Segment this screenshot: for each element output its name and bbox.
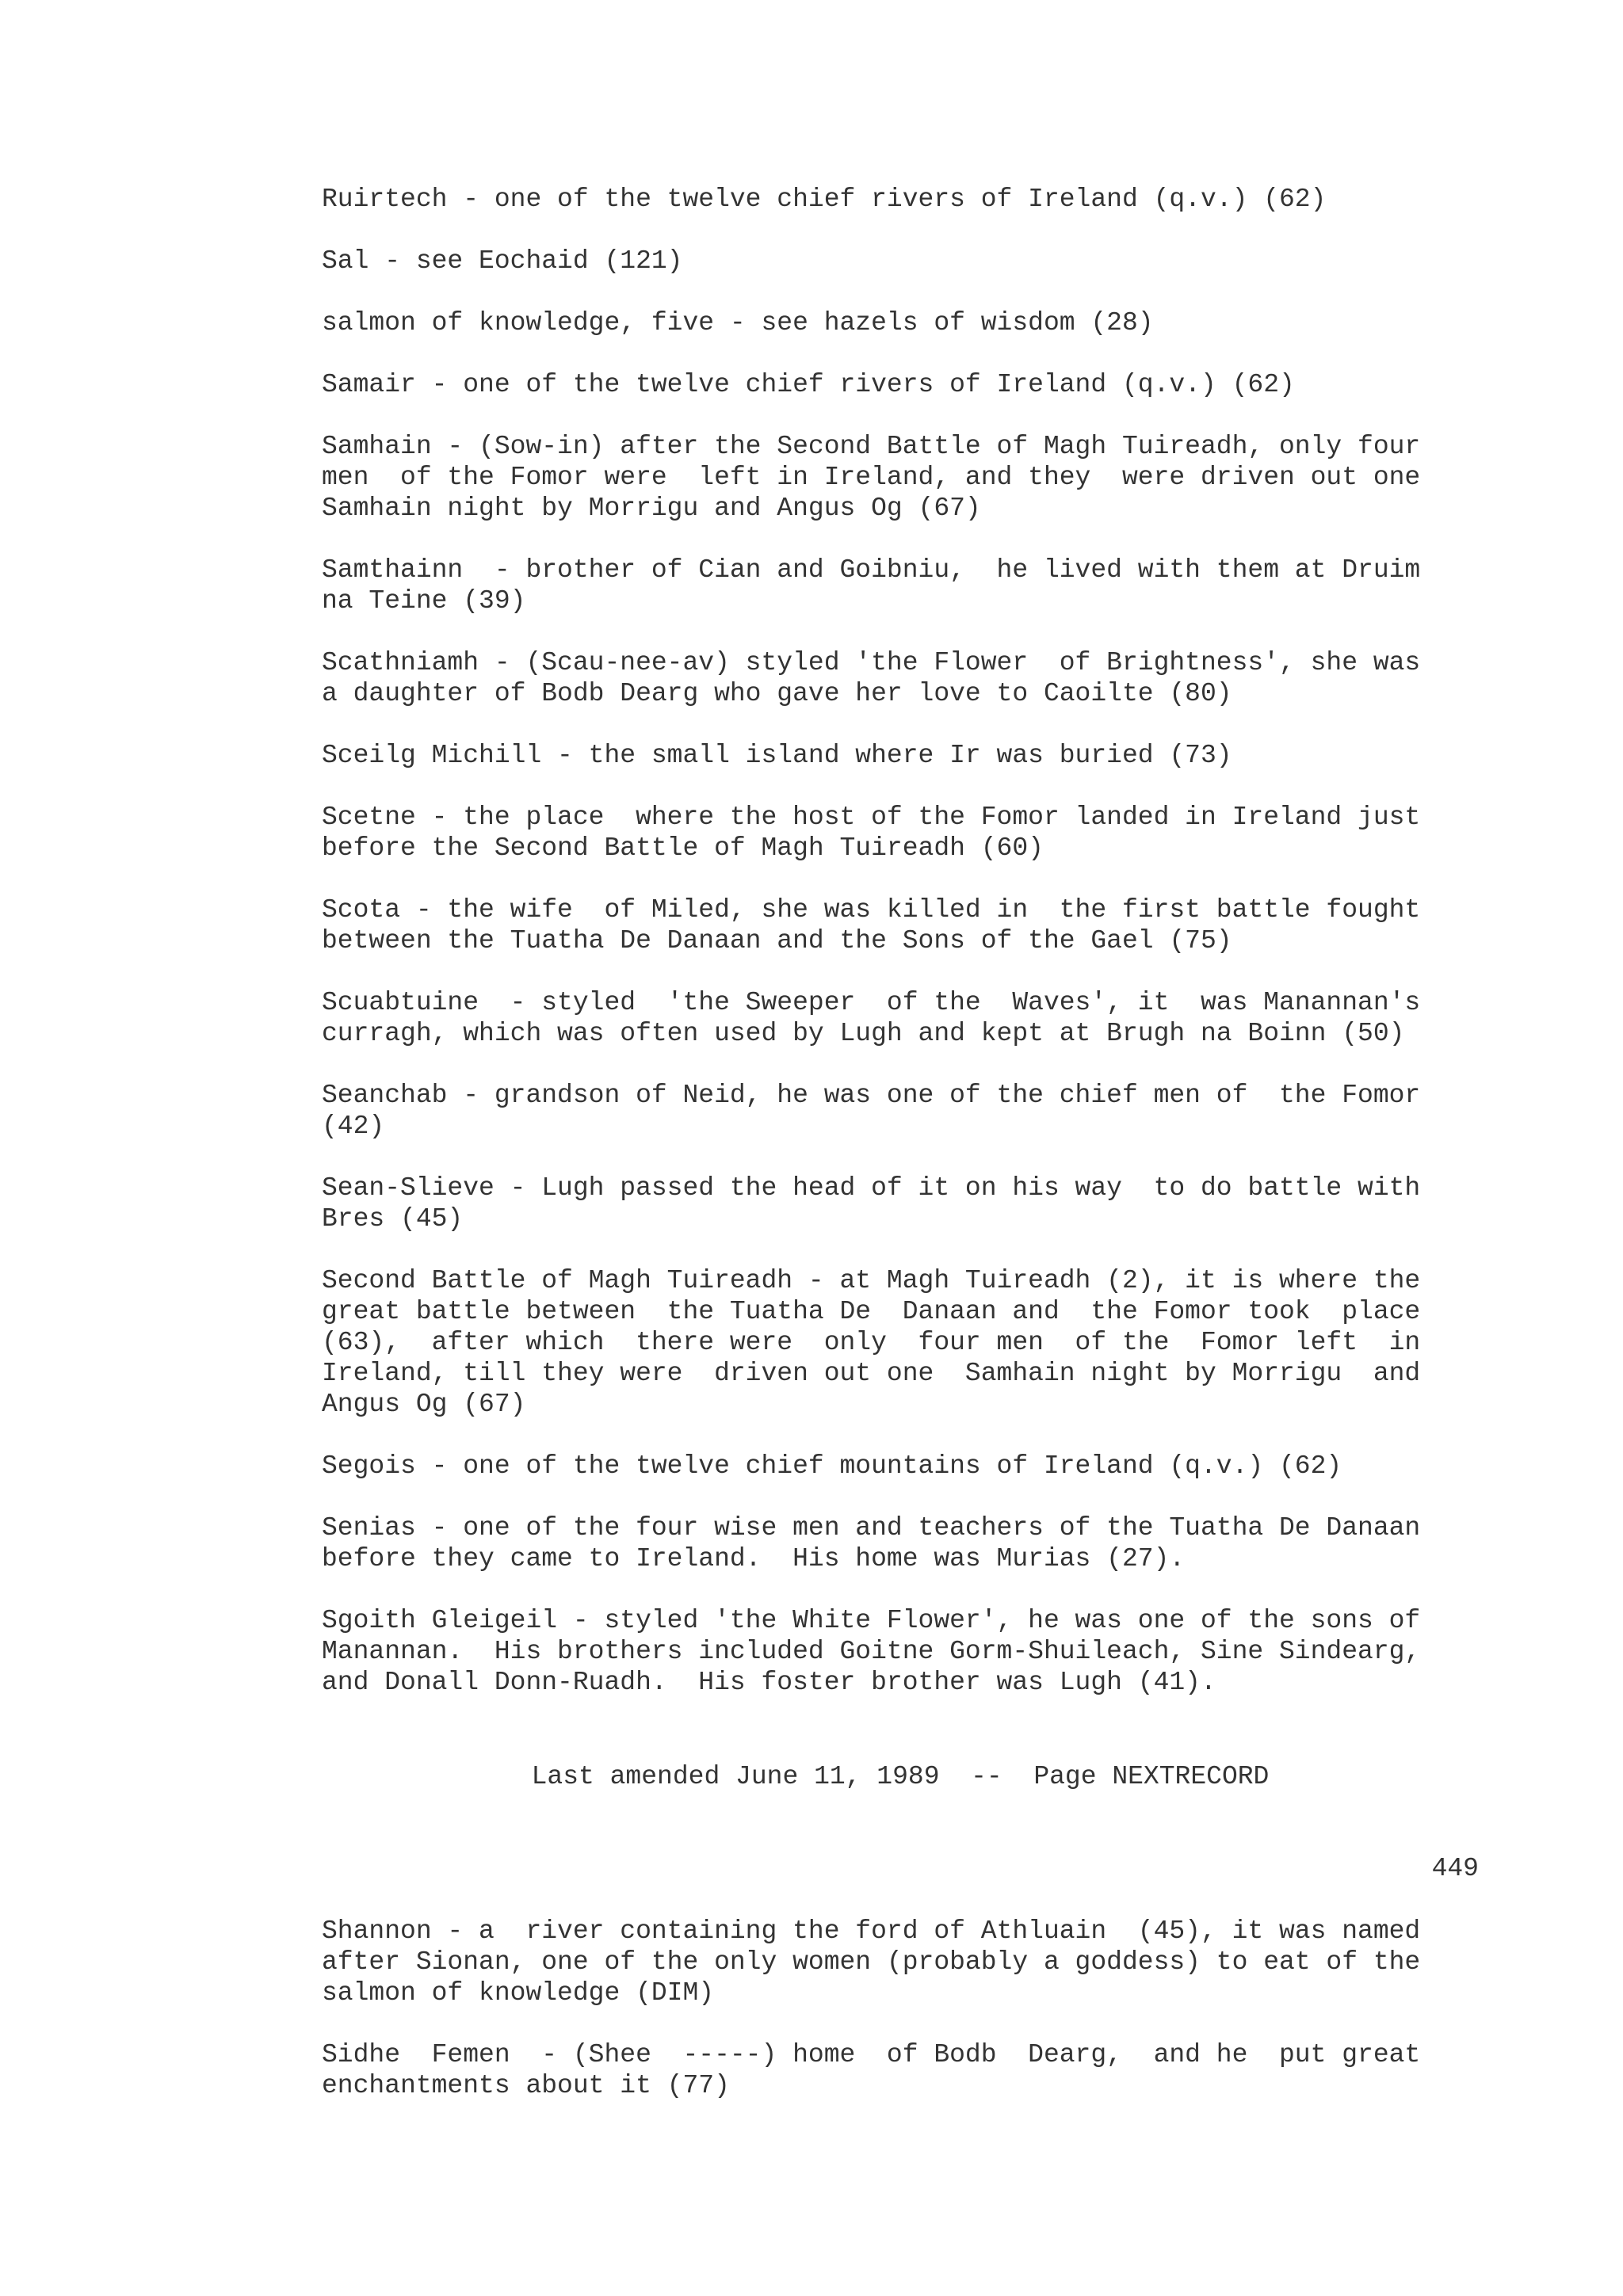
entry-line: Segois - one of the twelve chief mountains of Ireland (q.v.) (62)	[322, 1451, 1342, 1481]
entry-line: Samhain night by Morrigu and Angus Og (67)	[322, 494, 981, 523]
entry-line: after Sionan, one of the only women (probably a goddess) to eat of the	[322, 1947, 1421, 1977]
entry-line: Manannan. His brothers included Goitne Gorm-Shuileach, Sine Sindearg,	[322, 1637, 1421, 1666]
entry-line: before the Second Battle of Magh Tuireadh (60)	[322, 833, 1044, 863]
entry-line: Sceilg Michill - the small island where Ir was buried (73)	[322, 741, 1232, 770]
glossary-entry	[322, 246, 1479, 277]
page-number: 449	[1431, 1854, 1479, 1883]
entry-line: curragh, which was often used by Lugh and kept at Brugh na Boinn (50)	[322, 1019, 1405, 1048]
entry-line: men of the Fomor were left in Ireland, and they were driven out one	[322, 463, 1421, 492]
entry-line: (63), after which there were only four men of the Fomor left in	[322, 1328, 1421, 1357]
glossary-entry	[322, 431, 1479, 524]
glossary-entry	[322, 740, 1479, 771]
entry-line: na Teine (39)	[322, 586, 526, 616]
glossary-entry	[322, 802, 1479, 864]
entry-line: Sgoith Gleigeil - styled 'the White Flower', he was one of the sons of	[322, 1606, 1421, 1635]
glossary-entry	[322, 647, 1479, 709]
entry-line: a daughter of Bodb Dearg who gave her love to Caoilte (80)	[322, 679, 1232, 708]
entry-line: Scota - the wife of Miled, she was killed in the first battle fought	[322, 895, 1421, 925]
glossary-entries-bottom	[322, 1916, 1479, 2101]
entry-line: Seanchab - grandson of Neid, he was one of the chief men of the Fomor	[322, 1081, 1421, 1110]
entry-line: Samthainn - brother of Cian and Goibniu, he lived with them at Druim	[322, 555, 1421, 585]
entry-line: Sean-Slieve - Lugh passed the head of it on his way to do battle with	[322, 1173, 1421, 1203]
glossary-entry	[322, 987, 1479, 1049]
glossary-entry	[322, 1080, 1479, 1142]
entry-line: Samair - one of the twelve chief rivers of Ireland (q.v.) (62)	[322, 370, 1295, 399]
entry-line: Second Battle of Magh Tuireadh - at Magh Tuireadh (2), it is where the	[322, 1266, 1421, 1295]
glossary-entry	[322, 1916, 1479, 2008]
entry-line: salmon of knowledge, five - see hazels of wisdom (28)	[322, 308, 1154, 338]
page-footer: Last amended June 11, 1989 -- Page NEXTRECORD	[531, 1762, 1270, 1791]
entry-line: great battle between the Tuatha De Danaan and the Fomor took place	[322, 1297, 1421, 1326]
glossary-entry	[322, 1173, 1479, 1234]
glossary-entry	[322, 307, 1479, 338]
glossary-entry	[322, 1605, 1479, 1698]
entry-line: Samhain - (Sow-in) after the Second Battle of Magh Tuireadh, only four	[322, 432, 1421, 461]
glossary-entry	[322, 1265, 1479, 1420]
page-content	[322, 184, 1479, 2132]
entry-line: (42)	[322, 1112, 385, 1141]
glossary-entry	[322, 184, 1479, 215]
entry-line: Senias - one of the four wise men and teachers of the Tuatha De Danaan	[322, 1513, 1421, 1543]
entry-line: Ireland, till they were driven out one Samhain night by Morrigu and	[322, 1359, 1421, 1388]
entry-line: Ruirtech - one of the twelve chief rivers of Ireland (q.v.) (62)	[322, 185, 1327, 214]
entry-line: Angus Og (67)	[322, 1390, 526, 1419]
entry-line: Sal - see Eochaid (121)	[322, 246, 683, 276]
glossary-entry	[322, 894, 1479, 956]
entry-line: Scetne - the place where the host of the Fomor landed in Ireland just	[322, 803, 1421, 832]
glossary-entry	[322, 2039, 1479, 2101]
entry-line: Sidhe Femen - (Shee -----) home of Bodb Dearg, and he put great	[322, 2040, 1421, 2069]
entry-line: between the Tuatha De Danaan and the Sons of the Gael (75)	[322, 926, 1232, 955]
glossary-entry	[322, 555, 1479, 616]
entry-line: Scathniamh - (Scau-nee-av) styled 'the Flower of Brightness', she was	[322, 648, 1421, 677]
entry-line: and Donall Donn-Ruadh. His foster brother was Lugh (41).	[322, 1668, 1216, 1697]
glossary-entry	[322, 1451, 1479, 1482]
entry-line: Shannon - a river containing the ford of Athluain (45), it was named	[322, 1917, 1421, 1946]
entry-line: Bres (45)	[322, 1204, 464, 1234]
glossary-entry	[322, 369, 1479, 400]
entry-line: enchantments about it (77)	[322, 2071, 730, 2100]
entry-line: salmon of knowledge (DIM)	[322, 1978, 715, 2008]
glossary-entry	[322, 1512, 1479, 1574]
entry-line: before they came to Ireland. His home was Murias (27).	[322, 1544, 1186, 1573]
glossary-entries-top	[322, 184, 1479, 1698]
entry-line: Scuabtuine - styled 'the Sweeper of the Waves', it was Manannan's	[322, 988, 1421, 1017]
